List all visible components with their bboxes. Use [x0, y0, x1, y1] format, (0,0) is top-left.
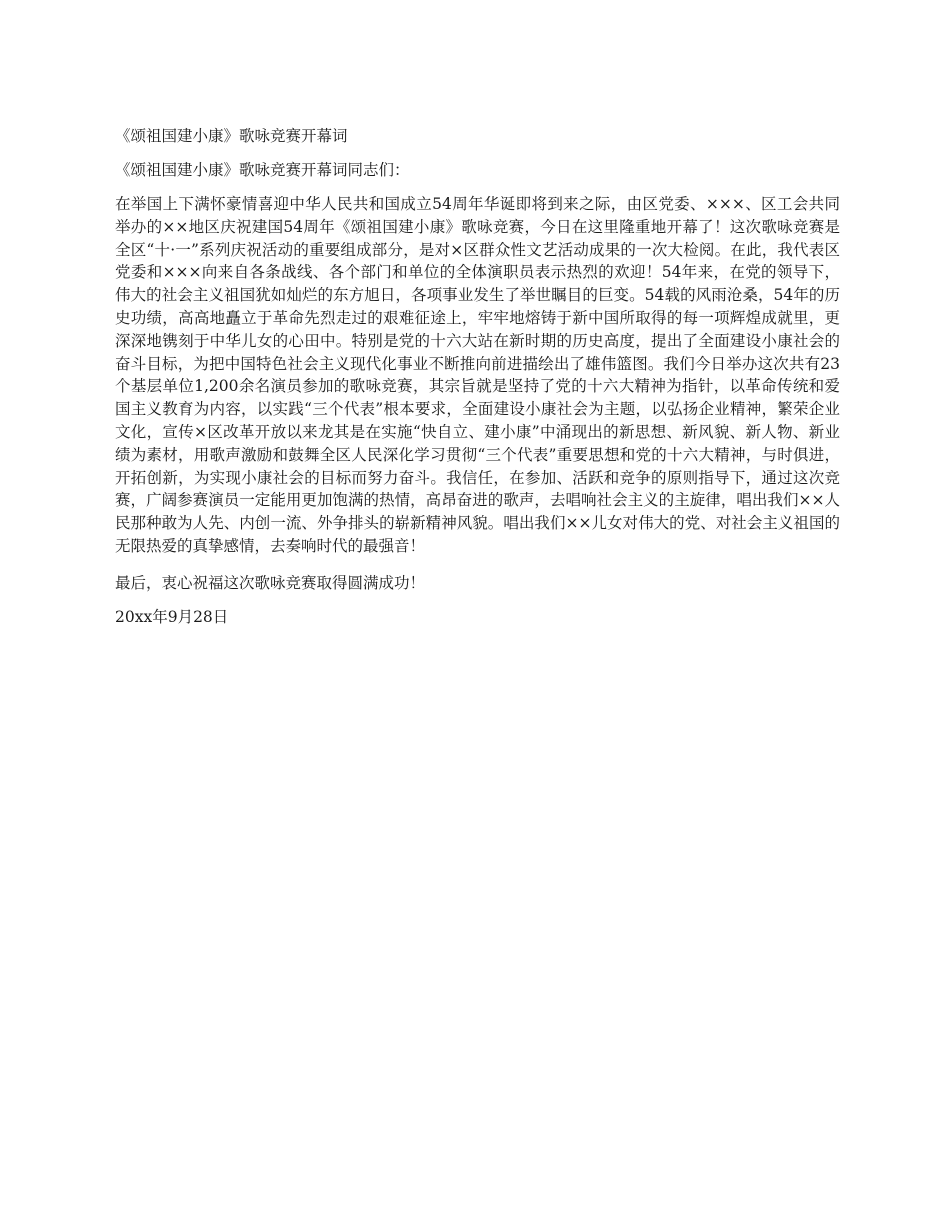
document-page [115, 125, 840, 640]
document-title: 《颂祖国建小康》歌咏竞赛开幕词 [115, 127, 348, 145]
document-date: 20xx年9月28日 [115, 607, 229, 626]
document-salutation: 《颂祖国建小康》歌咏竞赛开幕词同志们： [115, 161, 410, 179]
document-closing: 最后，衷心祝福这次歌咏竞赛取得圆满成功！ [115, 573, 426, 592]
document-body-paragraph: 在举国上下满怀豪情喜迎中华人民共和国成立54周年华诞即将到来之际，由区党委、×××、区工会共同举办的××地区庆祝建国54周年《颂祖国建小康》歌咏竞赛，今日在这里隆重地开幕了！这次歌咏竞赛是全区“十·一”系列庆祝活动的重要组成部分，是对×区群众性文艺活动成果的一次大检阅。在此，我代表区党委和×××向来自各条战线、各个部门和单位的全体演职员表示热烈的欢迎！54年来，在党的领导下，伟大的社会主义祖国犹如灿烂的东方旭日，各项事业发生了举世瞩目的巨变。54载的风雨沧桑，54年的历史功绩，高高地矗立于革命先烈走过的艰难征途上，牢牢地熔铸于新中国所取得的每一项辉煌成就里，更深深地镌刻于中华儿女的心田中。特别是党的十六大站在新时期的历史高度，提出了全面建设小康社会的奋斗目标，为把中国特色社会主义现代化事业不断推向前进描绘出了雄伟篮图。我们今日举办这次共有23个基层单位1,200余名演员参加的歌咏竞赛，其宗旨就是坚持了党的十六大精神为指针，以革命传统和爱国主义教育为内容，以实践“三个代表”根本要求，全面建设小康社会为主题，以弘扬企业精神，繁荣企业文化，宣传×区改革开放以来龙其是在实施“快自立、建小康”中涌现出的新思想、新风貌、新人物、新业绩为素材，用歌声激励和鼓舞全区人民深化学习贯彻“三个代表”重要思想和党的十六大精神，与时俱进，开拓创新，为实现小康社会的目标而努力奋斗。我信任，在参加、活跃和竞争的原则指导下，通过这次竞赛，广阔参赛演员一定能用更加饱满的热情，高昂奋进的歌声，去唱响社会主义的主旋律，唱出我们××人民那种敢为人先、内创一流、外争排头的崭新精神风貌。唱出我们××儿女对伟大的党、对社会主义祖国的无限热爱的真挚感情，去奏响时代的最强音！ [115, 195, 840, 555]
